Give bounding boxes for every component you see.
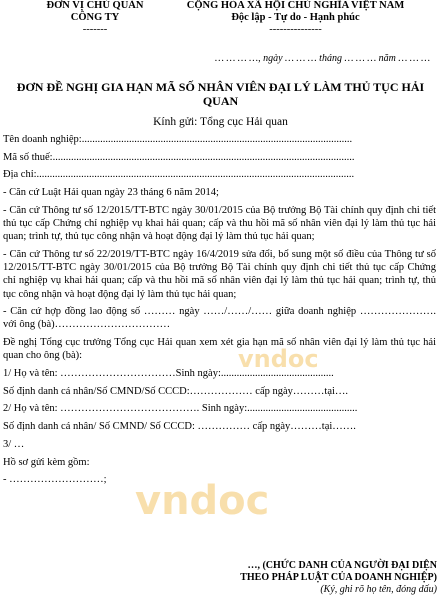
address-field[interactable]: Địa chỉ:......................................................................................................................... [3, 169, 355, 181]
document-body [3, 133, 436, 491]
legal-basis-circular-22: - Căn cứ Thông tư số 22/2019/TT-BTC ngày 16/4/2019 sửa đổi, bổ sung một số điều của Thông tư số 12/2015/TT-BTC ngày 30/01/2015 của Bộ trưởng Bộ Tài chính quy định chi tiết thủ tục cấp Chứng chỉ nghiệp vụ khai hải quan; cấp và thu hồi mã số nhân viên đại lý làm thủ tục hải quan; trình tự, thủ tục công nhận và hoạt động đại lý làm thủ tục hải quan; [3, 248, 436, 300]
watermark-logo: vndoc [135, 478, 270, 524]
watermark-logo: vndoc [238, 345, 319, 373]
attachment-item-field[interactable]: - ………………………; [3, 474, 107, 486]
header-right-divider: --------------- [269, 24, 322, 35]
company-label: CÔNG TY [70, 12, 120, 23]
signature-instruction: (Ký, ghi rõ họ tên, đóng dấu) [320, 584, 437, 595]
header-left-divider: ------- [82, 24, 108, 35]
person-2-id-field[interactable]: Số định danh cá nhân/ Số CMND/ Số CCCD: …………… cấp ngày………tại……. [3, 421, 356, 433]
person-3-field[interactable]: 3/ … [3, 438, 25, 450]
recipient-line: Kính gửi: Tổng cục Hải quan [153, 116, 288, 128]
motto: Độc lập - Tự do - Hạnh phúc [231, 12, 360, 23]
request-statement: Đề nghị Tổng cục trưởng Tổng cục Hải quan xem xét gia hạn mã số nhân viên đại lý làm thủ tục hải quan cho ông (bà): [3, 337, 436, 362]
company-name-field[interactable]: Tên doanh nghiệp:....................................................................................................... [3, 134, 353, 145]
person-1-id-field[interactable]: Số định danh cá nhân/Số CMND/Số CCCD:……………… cấp ngày………tại…. [3, 385, 349, 397]
person-1-name-field[interactable]: 1/ Họ và tên: ……………………………Sinh ngày:........................................... [3, 368, 334, 380]
parent-unit-label: ĐƠN VỊ CHỦ QUẢN [46, 0, 144, 11]
signature-block [175, 560, 437, 596]
issuing-unit-header [40, 0, 150, 36]
person-2-name-field[interactable]: 2/ Họ và tên: …………………………………. Sinh ngày:.......................................... [3, 403, 358, 415]
tax-code-field[interactable]: Mã số thuế:................................................................................................................... [3, 151, 355, 163]
labor-contract-basis[interactable]: - Căn cứ hợp đồng lao động số ……… ngày ……/……/…… giữa doanh nghiệp …………………. với ông (bà)…………………………… [3, 306, 436, 331]
national-motto-header [150, 0, 441, 36]
date-line: … … … …, ngày … … … tháng … … … năm … … … [215, 53, 431, 64]
legal-basis-circular-12: - Căn cứ Thông tư số 12/2015/TT-BTC ngày 30/01/2015 của Bộ trưởng Bộ Tài chính quy định chi tiết thủ tục cấp Chứng chỉ nghiệp vụ khai hải quan; cấp và thu hồi mã số nhân viên đại lý làm thủ tục hải quan; trình tự, thủ tục công nhận và hoạt động đại lý làm thủ tục hải quan; [3, 204, 436, 243]
document-title: ĐƠN ĐỀ NGHỊ GIA HẠN MÃ SỐ NHÂN VIÊN ĐẠI LÝ LÀM THỦ TỤC HẢI QUAN [16, 80, 425, 108]
signatory-title-line1: …, (CHỨC DANH CỦA NGƯỜI ĐẠI DIỆN [247, 560, 437, 571]
legal-basis-customs-law: - Căn cứ Luật Hải quan ngày 23 tháng 6 năm 2014; [3, 187, 219, 199]
attachments-label: Hồ sơ gửi kèm gồm: [3, 456, 90, 468]
country-name: CỘNG HÒA XÃ HỘI CHỦ NGHĨA VIỆT NAM [186, 0, 405, 11]
signatory-title-line2: THEO PHÁP LUẬT CỦA DOANH NGHIỆP) [240, 572, 437, 583]
